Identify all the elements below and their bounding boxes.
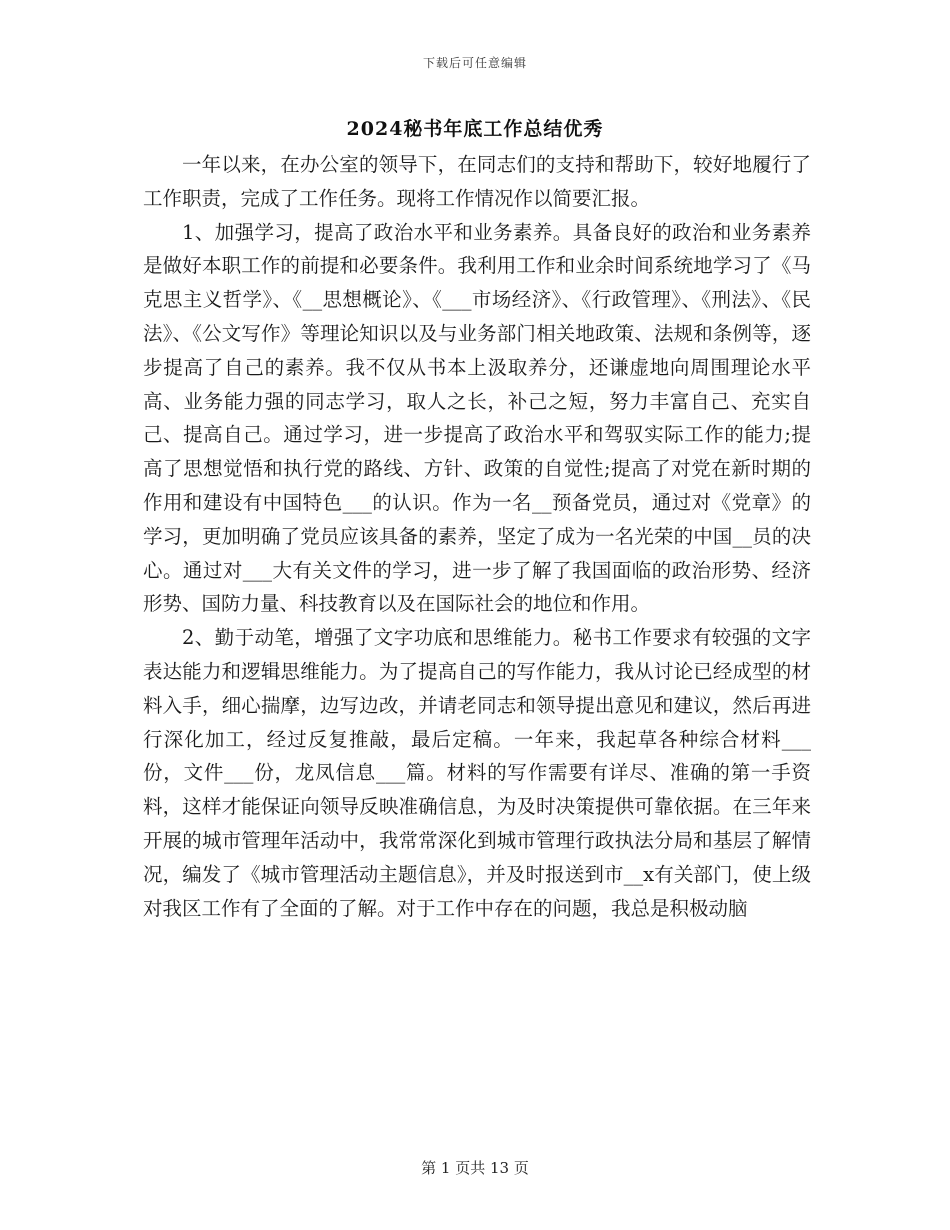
page-number: 第 1 页共 13 页 [421,1159,529,1177]
paragraph-writing: 2、勤于动笔，增强了文字功底和思维能力。秘书工作要求有较强的文字表达能力和逻辑思维能力。为了提高自己的写作能力，我从讨论已经成型的材料入手，细心揣摩，边写边改，并请老同志和领导提出意见和建议，然后再进行深化加工，经过反复推敲，最后定稿。一年来，我起草各种综合材料___份，文件___份，龙凤信息___篇。材料的写作需要有详尽、准确的第一手资料，这样才能保证向领导反映准确信息，为及时决策提供可靠依据。在三年来开展的城市管理年活动中，我常常深化到城市管理行政执法分局和基层了解情况，编发了《城市管理活动主题信息》，并及时报送到市__x有关部门，使上级对我区工作有了全面的了解。对于工作中存在的问题，我总是积极动脑 [143,626,811,920]
document-body [143,148,811,925]
header-note: 下载后可任意编辑 [422,56,527,70]
paragraph-intro: 一年以来，在办公室的领导下，在同志们的支持和帮助下，较好地履行了工作职责，完成了工作任务。现将工作情况作以简要汇报。 [143,153,811,210]
paragraph-study: 1、加强学习，提高了政治水平和业务素养。具备良好的政治和业务素养是做好本职工作的前提和必要条件。我利用工作和业余时间系统地学习了《马克思主义哲学》、《__思想概论》、《___市场经济》、《行政管理》、《刑法》、《民法》、《公文写作》等理论知识以及与业务部门相关地政策、法规和条例等，逐步提高了自己的素养。我不仅从书本上汲取养分，还谦虚地向周围理论水平高、业务能力强的同志学习，取人之长，补己之短，努力丰富自己、充实自己、提高自己。通过学习，进一步提高了政治水平和驾驭实际工作的能力;提高了思想觉悟和执行党的路线、方针、政策的自觉性;提高了对党在新时期的作用和建设有中国特色___的认识。作为一名__预备党员，通过对《党章》的学习，更加明确了党员应该具备的素养，坚定了成为一名光荣的中国__员的决心。通过对___大有关文件的学习，进一步了解了我国面临的政治形势、经济形势、国防力量、科技教育以及在国际社会的地位和作用。 [143,220,811,616]
document-title: 2024秘书年底工作总结优秀 [346,118,604,140]
